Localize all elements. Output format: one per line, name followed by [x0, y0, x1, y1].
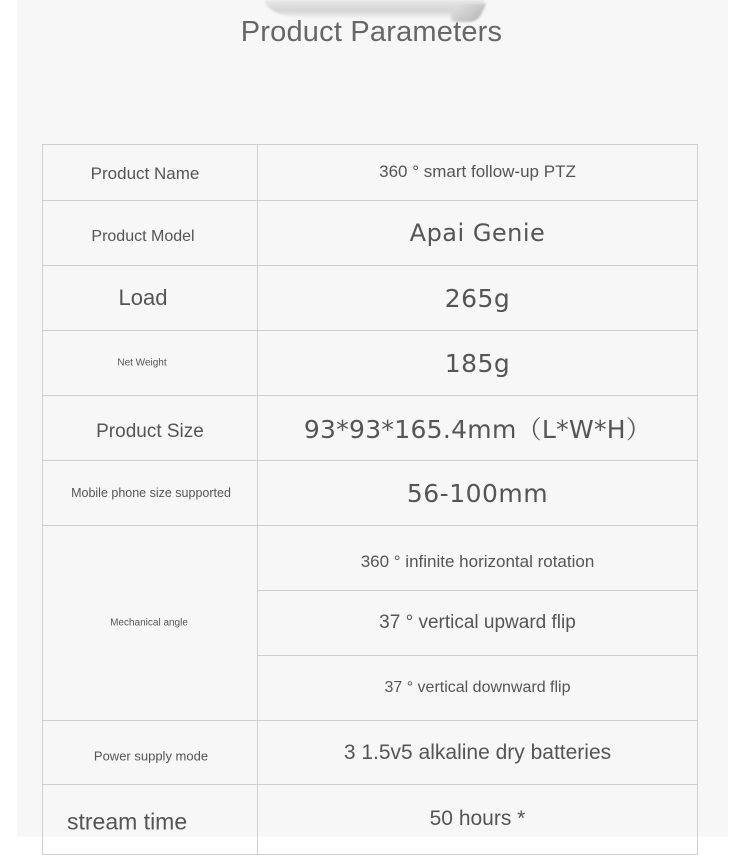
- label-net-weight: Net Weight: [117, 357, 167, 369]
- label-product-size: Product Size: [96, 420, 204, 442]
- row-label-cell: [43, 785, 258, 855]
- table-row: [43, 145, 698, 201]
- row-label-cell: [43, 526, 258, 721]
- table-row: [43, 721, 698, 785]
- table-row: [43, 526, 698, 591]
- value-load: 265g: [258, 266, 698, 331]
- table-row: [43, 331, 698, 396]
- value-stream-time: 50 hours *: [258, 785, 698, 855]
- label-load: Load: [118, 285, 168, 310]
- table-row: [43, 461, 698, 526]
- row-label-cell: [43, 461, 258, 526]
- value-product-model: Apai Genie: [258, 201, 698, 266]
- page-title: Product Parameters: [240, 16, 503, 48]
- label-power-supply: Power supply mode: [93, 748, 209, 764]
- value-phone-size: 56-100mm: [258, 461, 698, 526]
- row-label-cell: [43, 721, 258, 785]
- value-horizontal-rotation: 360 ° infinite horizontal rotation: [258, 526, 698, 591]
- value-product-name: 360 ° smart follow-up PTZ: [258, 145, 698, 201]
- label-phone-size: Mobile phone size supported: [71, 486, 231, 500]
- row-label-cell: [43, 266, 258, 331]
- table-row: [43, 785, 698, 855]
- value-downward-flip: 37 ° vertical downward flip: [258, 656, 698, 721]
- parameters-table: [42, 144, 698, 855]
- value-net-weight: 185g: [258, 331, 698, 396]
- row-label-cell: [43, 331, 258, 396]
- label-product-name: Product Name: [90, 163, 200, 183]
- table-row: [43, 266, 698, 331]
- value-upward-flip: 37 ° vertical upward flip: [258, 591, 698, 656]
- label-product-model: Product Model: [91, 227, 195, 245]
- label-stream-time: stream time: [67, 808, 188, 835]
- table-row: [43, 201, 698, 266]
- value-product-size: 93*93*165.4mm（L*W*H）: [258, 396, 698, 461]
- row-label-cell: [43, 201, 258, 266]
- table-row: [43, 396, 698, 461]
- row-label-cell: [43, 396, 258, 461]
- label-mechanical-angle: Mechanical angle: [110, 617, 188, 629]
- value-power-supply: 3 1.5v5 alkaline dry batteries: [258, 721, 698, 785]
- row-label-cell: [43, 145, 258, 201]
